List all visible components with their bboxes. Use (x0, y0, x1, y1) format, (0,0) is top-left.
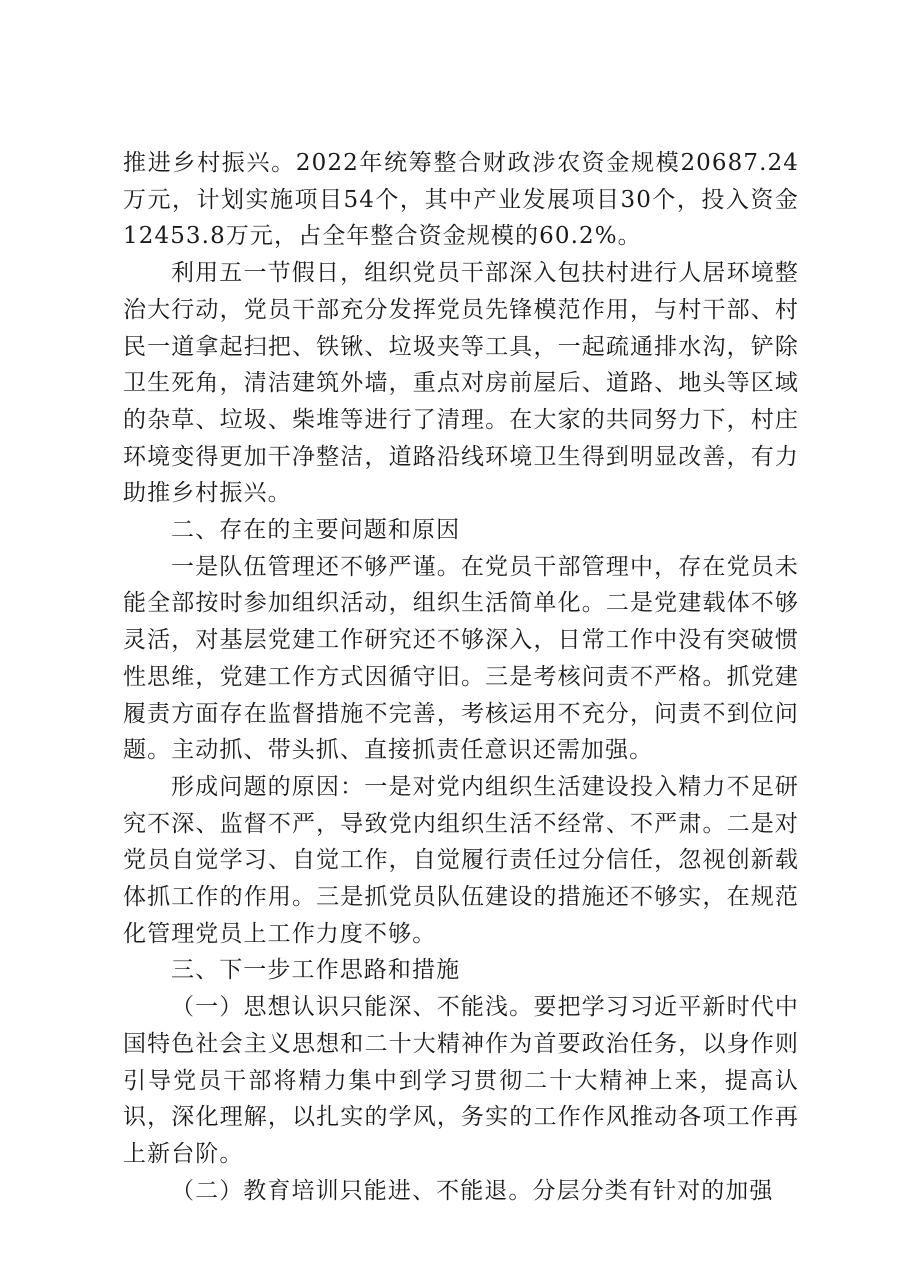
document-body (123, 145, 799, 1209)
paragraph-funding-summary: 推进乡村振兴。2022年统筹整合财政涉农资金规模20687.24万元，计划实施项目54个，其中产业发展项目30个，投入资金12453.8万元，占全年整合资金规模的60.2%。 (123, 150, 799, 250)
section-heading-problems: 二、存在的主要问题和原因 (171, 517, 461, 544)
paragraph-problems: 一是队伍管理还不够严谨。在党员干部管理中，存在党员未能全部按时参加组织活动，组织生活简单化。二是党建载体不够灵活，对基层党建工作研究还不够深入，日常工作中没有突破惯性思维，党建工作方式因循守旧。三是考核问责不严格。抓党建履责方面存在监督措施不完善，考核运用不充分，问责不到位问题。主动抓、带头抓、直接抓责任意识还需加强。 (123, 553, 799, 764)
paragraph-causes: 形成问题的原因：一是对党内组织生活建设投入精力不足研究不深、监督不严，导致党内组织生活不经常、不严肃。二是对党员自觉学习、自觉工作，自觉履行责任过分信任，忽视创新载体抓工作的作用。三是抓党员队伍建设的措施还不够实，在规范化管理党员上工作力度不够。 (123, 773, 799, 947)
paragraph-measure-1: （一）思想认识只能深、不能浅。要把学习习近平新时代中国特色社会主义思想和二十大精神作为首要政治任务，以身作则引导党员干部将精力集中到学习贯彻二十大精神上来，提高认识，深化理解，以扎实的学风，务实的工作作风推动各项工作再上新台阶。 (123, 994, 799, 1167)
paragraph-environment-campaign: 利用五一节假日，组织党员干部深入包扶村进行人居环境整治大行动，党员干部充分发挥党员先锋模范作用，与村干部、村民一道拿起扫把、铁锹、垃圾夹等工具，一起疏通排水沟，铲除卫生死角，清洁建筑外墙，重点对房前屋后、道路、地头等区域的杂草、垃圾、柴堆等进行了清理。在大家的共同努力下，村庄环境变得更加干净整洁，道路沿线环境卫生得到明显改善，有力助推乡村振兴。 (123, 260, 799, 507)
paragraph-measure-2: （二）教育培训只能进、不能退。分层分类有针对的加强 (171, 1177, 774, 1204)
section-heading-next-steps: 三、下一步工作思路和措施 (171, 957, 461, 984)
